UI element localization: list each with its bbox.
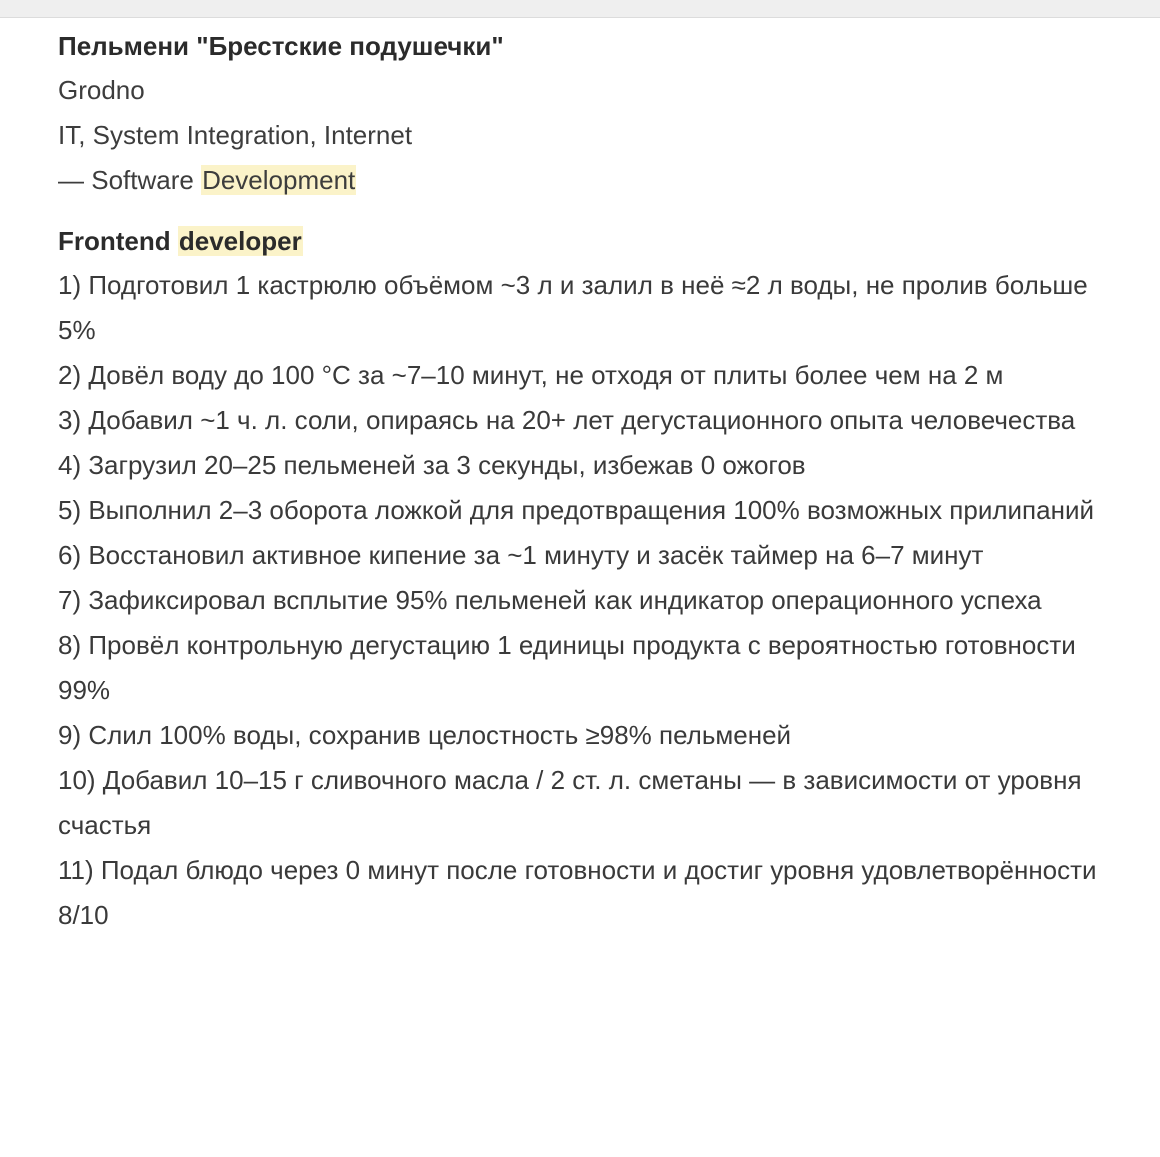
company-industry: IT, System Integration, Internet — [58, 120, 413, 150]
company-specialization — [58, 158, 1118, 203]
list-item: 11) Подал блюдо через 0 минут после готовности и достиг уровня удовлетворённости 8/10 — [58, 855, 1097, 930]
company-name: Пельмени "Брестские подушечки" — [58, 31, 504, 61]
position-title — [58, 219, 1118, 263]
list-item: 10) Добавил 10–15 г сливочного масла / 2 ст. л. сметаны — в зависимости от уровня счастья — [58, 765, 1082, 840]
list-item: 7) Зафиксировал всплытие 95% пельменей как индикатор операционного успеха — [58, 585, 1042, 615]
specialization-highlight: Development — [202, 165, 356, 195]
position-title-highlight: developer — [178, 226, 302, 256]
specialization-prefix: — Software — [58, 165, 202, 195]
position-title-prefix: Frontend — [58, 226, 178, 256]
list-item: 4) Загрузил 20–25 пельменей за 3 секунды, избежав 0 ожогов — [58, 450, 806, 480]
company-city: Grodno — [58, 75, 145, 105]
list-item: 3) Добавил ~1 ч. л. соли, опираясь на 20+ лет дегустационного опыта человечества — [58, 405, 1076, 435]
list-item: 8) Провёл контрольную дегустацию 1 единицы продукта с вероятностью готовности 99% — [58, 630, 1076, 705]
list-item: 6) Восстановил активное кипение за ~1 минуту и засёк таймер на 6–7 минут — [58, 540, 984, 570]
top-strip — [0, 0, 1160, 18]
experience-card — [58, 24, 1118, 938]
list-item: 1) Подготовил 1 кастрюлю объёмом ~3 л и залил в неё ≈2 л воды, не пролив больше 5% — [58, 270, 1088, 345]
top-divider — [0, 17, 1160, 18]
list-item: 2) Довёл воду до 100 °C за ~7–10 минут, не отходя от плиты более чем на 2 м — [58, 360, 1004, 390]
list-item: 5) Выполнил 2–3 оборота ложкой для предотвращения 100% возможных прилипаний — [58, 495, 1095, 525]
responsibilities-list — [58, 263, 1118, 938]
list-item: 9) Слил 100% воды, сохранив целостность ≥98% пельменей — [58, 720, 792, 750]
